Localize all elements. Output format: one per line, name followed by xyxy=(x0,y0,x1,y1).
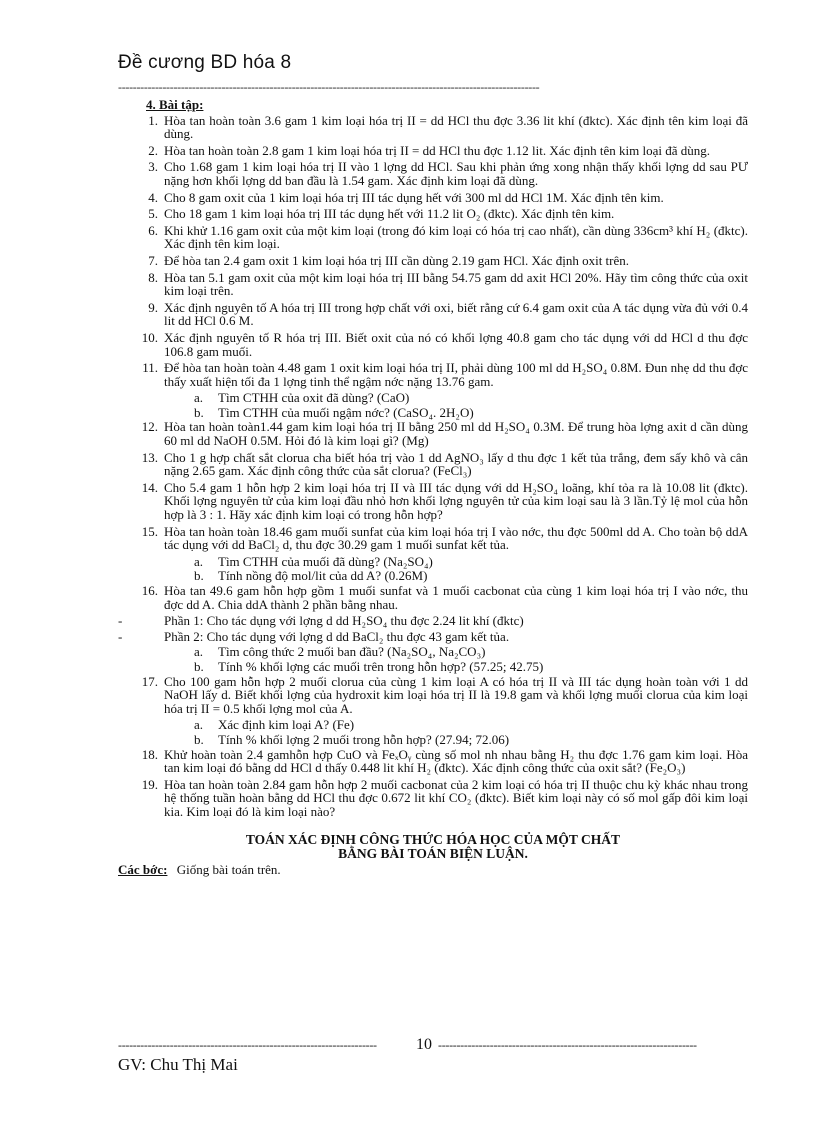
sub-question-letter: a. xyxy=(194,390,204,406)
problem-item xyxy=(118,675,748,716)
parts-sub-questions xyxy=(118,645,748,673)
problem-text: Hòa tan hoàn toàn 2.8 gam 1 kim loại hóa trị II = dd HCl thu đợc 1.12 lit. Xác định tên kim loại đã dùng. xyxy=(164,142,711,158)
section-title: 4. Bài tập: xyxy=(146,97,204,112)
problem-text: Hòa tan hoàn toàn 3.6 gam 1 kim loại hóa trị II = dd HCl thu đợc 3.36 lit khí (đktc). Xác định tên kim loại đã dùng. xyxy=(164,112,748,142)
sub-question-text: Tìm CTHH của muối ngậm nớc? (CaSO₄. 2H₂O) xyxy=(218,404,474,420)
sub-question xyxy=(194,645,748,659)
header-divider: ------------------------------------------------------------------------------------------------------------------ xyxy=(118,80,540,94)
problem-text: Cho 18 gam 1 kim loại hóa trị III tác dụng hết với 11.2 lit O₂ (đktc). Xác định tên kim. xyxy=(164,206,615,222)
sub-question-text: Xác định kim loại A? (Fe) xyxy=(218,717,355,733)
problem-number: 19. xyxy=(141,776,158,792)
problem-number: 9. xyxy=(148,299,158,315)
problem-text: Hòa tan hoàn toàn 2.84 gam hỗn hợp 2 muối cacbonat của 2 kim loại có hóa trị II thuộc chu kỳ khác nhau trong hệ thống tuần hoàn bằng dd HCl thu đợc 0.672 lit khí CO₂ (đktc). Biết kim loại này có số mol gấp đôi kim loại kia. Kim loại đó là kim loại nào? xyxy=(164,776,748,819)
problem-text: Xác định nguyên tố R hóa trị III. Biết oxit của nó có khối lợng 40.8 gam cho tác dụng với dd HCl d thu đợc 106.8 gam muối. xyxy=(164,329,748,359)
problem-item xyxy=(118,191,748,205)
section-heading xyxy=(118,833,748,861)
problem-text: Xác định nguyên tố A hóa trị III trong hợp chất với oxi, biết rằng cứ 6.4 gam oxit của A tác dụng vừa đủ với 0.4 lit dd HCl 0.6 M. xyxy=(164,299,748,329)
problem-item xyxy=(118,144,748,158)
problem-text: Hòa tan hoàn toàn 18.46 gam muối sunfat của kim loại hóa trị I vào nớc, thu đợc 500ml dd A. Cho toàn bộ ddA tác dụng với dd BaCl₂ d, thu đợc 30.29 gam 1 muối sunfat kết tủa. xyxy=(164,523,748,553)
problem-number: 3. xyxy=(148,159,158,175)
problem-item xyxy=(118,451,748,478)
document-body xyxy=(118,98,748,876)
problem-list xyxy=(118,114,748,612)
problem-item xyxy=(118,331,748,358)
sub-question-letter: b. xyxy=(194,404,204,420)
sub-question xyxy=(194,718,748,732)
part-item xyxy=(118,614,748,628)
steps-label: Các bớc: xyxy=(118,861,168,877)
problem-number: 18. xyxy=(141,746,158,762)
part-item xyxy=(118,630,748,644)
problem-item xyxy=(118,224,748,251)
sub-question xyxy=(194,569,748,583)
problem-text: Để hòa tan hoàn toàn 4.48 gam 1 oxit kim loại hóa trị II, phải dùng 100 ml dd H₂SO₄ 0.8M. Đun nhẹ dd thu đợc thấy xuất hiện tối đa 1 lợng tinh thể ngậm nớc nặng 13.76 gam. xyxy=(164,360,748,389)
problem-number: 7. xyxy=(148,252,158,268)
problem-list-continued xyxy=(118,675,748,819)
problem-text: Khử hoàn toàn 2.4 gamhỗn hợp CuO và FeₓOᵧ cùng số mol nh nhau bằng H₂ thu đợc 1.76 gam kim loại. Hòa tan kim loại đó bằng dd HCl d thấy 0.448 lit khí H₂ (đktc). Xác định công thức của oxit sắt? (Fe₂O₃) xyxy=(164,746,748,776)
section-heading-line-1: TOÁN XÁC ĐỊNH CÔNG THỨC HÓA HỌC CỦA MỘT CHẤT xyxy=(245,831,621,847)
problem-number: 13. xyxy=(141,449,158,465)
problem-item xyxy=(118,254,748,268)
problem-text: Cho 1.68 gam 1 kim loại hóa trị II vào 1 lợng dd HCl. Sau khi phản ứng xong nhận thấy khối lợng dd sau PƯ nặng hơn khối lợng dd ban đầu là 1.54 gam. Xác định kim loại đã dùng. xyxy=(164,159,748,188)
section-heading-line-2: BẰNG BÀI TOÁN BIỆN LUẬN. xyxy=(338,845,528,861)
problem-item xyxy=(118,481,748,522)
problem-text: Cho 8 gam oxit của 1 kim loại hóa trị III tác dụng hết với 300 ml dd HCl 1M. Xác định tên kim. xyxy=(164,189,664,205)
sub-question-text: Tìm CTHH của oxit đã dùng? (CaO) xyxy=(218,390,410,406)
problem-number: 10. xyxy=(141,329,158,345)
problem-text: Cho 1 g hợp chất sắt clorua cha biết hóa trị vào 1 dd AgNO₃ lấy d thu đợc 1 kết tủa trắng, đem sấy khô và cân nặng 2.65 gam. Xác định công thức của sắt clorua? (FeCl₃) xyxy=(164,449,748,479)
part-text: Phần 1: Cho tác dụng với lợng d dd H₂SO₄ thu đợc 2.24 lit khí (đktc) xyxy=(164,613,524,629)
steps-line xyxy=(118,863,748,877)
sub-question xyxy=(194,660,748,674)
problem-number: 8. xyxy=(148,269,158,285)
problem-number: 12. xyxy=(141,419,158,435)
problem-item xyxy=(118,301,748,328)
sub-question-text: Tính % khối lợng 2 muối trong hỗn hợp? (27.94; 72.06) xyxy=(218,731,510,747)
problem-item xyxy=(118,207,748,221)
problem-number: 4. xyxy=(148,189,158,205)
steps-text: Giống bài toán trên. xyxy=(176,861,281,877)
sub-question-letter: a. xyxy=(194,717,204,733)
problem-text: Cho 5.4 gam 1 hỗn hợp 2 kim loại hóa trị II và III tác dụng với dd H₂SO₄ loãng, khí tỏa ra là 10.08 lit (đktc). Khối lợng nguyên tử của kim loại đầu nhỏ hơn khối lợng nguyên tử của kim loại sau là 3 lần.Tỷ lệ mol của hỗn hợp là 3 : 1. Hãy xác định kim loại có trong hỗn hợp? xyxy=(164,479,748,523)
document-title: Đề cương BD hóa 8 xyxy=(118,52,292,73)
problem-item xyxy=(118,160,748,187)
problem-text: Hòa tan hoàn toàn1.44 gam kim loại hóa trị II bằng 250 ml dd H₂SO₄ 0.3M. Để trung hòa lợng axit d cần dùng 60 ml dd NaOH 0.5M. Hỏi đó là kim loại gì? (Mg) xyxy=(164,419,748,449)
sub-question xyxy=(194,406,748,420)
problem-number: 11. xyxy=(142,360,158,376)
problem-item xyxy=(118,584,748,611)
sub-question-text: Tính % khối lợng các muối trên trong hỗn hợp? (57.25; 42.75) xyxy=(218,658,544,674)
problem-item xyxy=(118,778,748,819)
sub-question-letter: a. xyxy=(194,644,204,660)
problem-number: 6. xyxy=(148,222,158,238)
part-text: Phần 2: Cho tác dụng với lợng d dd BaCl₂ thu đợc 43 gam kết tủa. xyxy=(164,628,510,644)
footer-rule-left: ---------------------------------------------------------------------- xyxy=(118,1038,377,1052)
footer-divider xyxy=(118,1036,730,1054)
sub-question-letter: b. xyxy=(194,731,204,747)
part-dash: - xyxy=(118,628,123,644)
page-number: 10 xyxy=(416,1036,432,1053)
parts-list xyxy=(118,614,748,643)
problem-text: Khi khử 1.16 gam oxit của một kim loại (trong đó kim loại có hóa trị cao nhất), cần dùng 336cm³ khí H₂ (đktc). Xác định tên kim loại. xyxy=(164,222,748,252)
sub-question-text: Tìm công thức 2 muối ban đầu? (Na₂SO₄, Na₂CO₃) xyxy=(218,644,486,660)
problem-number: 14. xyxy=(141,479,158,495)
sub-question-letter: a. xyxy=(194,553,204,569)
teacher-name: GV: Chu Thị Mai xyxy=(118,1055,238,1074)
problem-item xyxy=(118,271,748,298)
problem-number: 17. xyxy=(141,673,158,689)
problem-item xyxy=(118,748,748,775)
sub-question xyxy=(194,555,748,569)
problem-number: 16. xyxy=(141,583,158,598)
sub-question xyxy=(194,391,748,405)
problem-text: Hòa tan 49.6 gam hỗn hợp gồm 1 muối sunfat và 1 muối cacbonat của cùng 1 kim loại hóa trị I vào nớc, thu đợc dd A. Chia ddA thành 2 phần bằng nhau. xyxy=(164,583,748,612)
problem-item xyxy=(118,361,748,388)
sub-question-letter: b. xyxy=(194,568,204,584)
problem-number: 15. xyxy=(141,523,158,539)
footer-rule-right: ---------------------------------------------------------------------- xyxy=(438,1038,697,1052)
sub-question-letter: b. xyxy=(194,658,204,674)
problem-number: 5. xyxy=(148,206,158,222)
problem-item xyxy=(118,420,748,447)
problem-item xyxy=(118,525,748,552)
problem-number: 2. xyxy=(148,142,158,158)
sub-question-text: Tính nồng độ mol/lit của dd A? (0.26M) xyxy=(218,568,428,584)
problem-text: Hòa tan 5.1 gam oxit của một kim loại hóa trị III bằng 54.75 gam dd axit HCl 20%. Hãy tìm công thức của oxit kim loại trên. xyxy=(164,269,748,299)
problem-number: 1. xyxy=(148,112,158,128)
problem-text: Cho 100 gam hỗn hợp 2 muối clorua của cùng 1 kim loại A có hóa trị II và III tác dụng hoàn toàn với 1 dd NaOH lấy d. Biết khối lợng của hydroxit kim loại hóa trị II là 19.8 gam và khối lợng muối clorua của kim loại hóa trị II = 0.5 khối lợng mol của A. xyxy=(164,673,748,716)
sub-question xyxy=(194,733,748,747)
part-dash: - xyxy=(118,613,123,629)
sub-question-text: Tìm CTHH của muối đã dùng? (Na₂SO₄) xyxy=(218,553,433,569)
problem-text: Để hòa tan 2.4 gam oxit 1 kim loại hóa trị III cần dùng 2.19 gam HCl. Xác định oxit trên. xyxy=(164,252,630,268)
problem-item xyxy=(118,114,748,141)
